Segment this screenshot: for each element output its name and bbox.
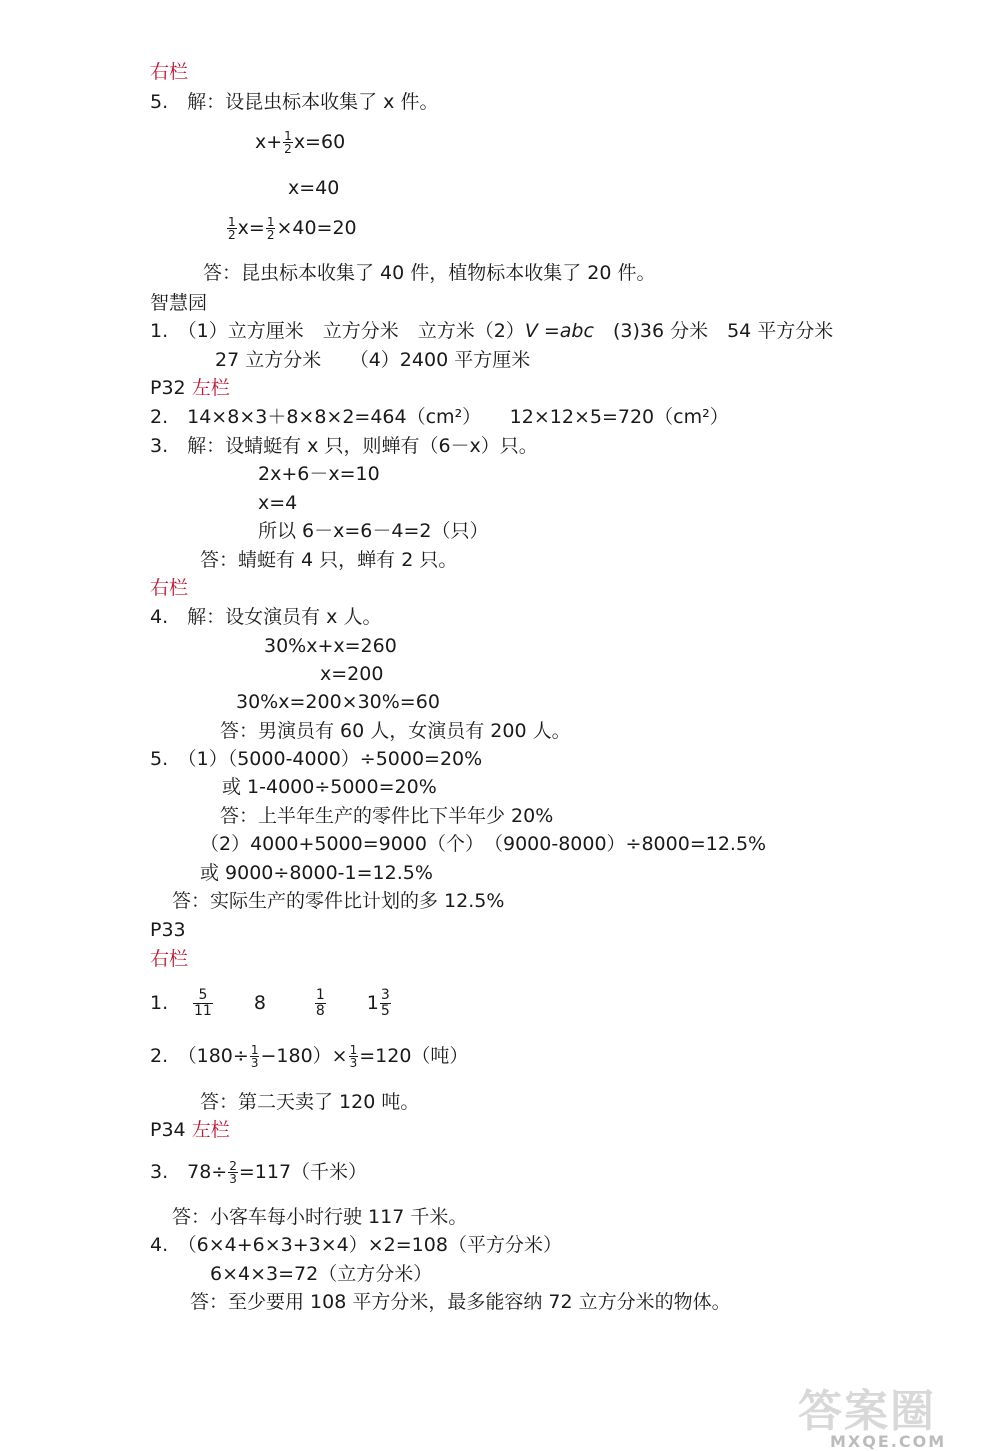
equation-line: 6×4×3=72（立方分米） — [210, 1263, 433, 1285]
equation-text: x=60 — [293, 131, 346, 153]
fraction-denominator: 2 — [228, 228, 236, 242]
problem-2-line — [150, 1044, 468, 1069]
problem-4-line: 4. （6×4+6×3+3×4）×2=108（平方分米） — [150, 1234, 562, 1256]
equation-line: 或 9000÷8000-1=12.5% — [200, 862, 433, 884]
equation-text: 3. 78÷ — [150, 1161, 228, 1183]
answer-line: 答：实际生产的零件比计划的多 12.5% — [172, 890, 505, 912]
answer-value: 8 — [253, 992, 266, 1014]
equation-text: ×40=20 — [276, 217, 357, 239]
answer-line: 答：昆虫标本收集了 40 件，植物标本收集了 20 件。 — [203, 262, 656, 284]
equation-text: 2. （180÷ — [150, 1045, 249, 1067]
equation-line: x=200 — [320, 663, 384, 685]
problem-text: (3)36 分米 54 平方分米 — [593, 320, 834, 342]
page-number: P34 — [150, 1119, 192, 1141]
fraction-denominator: 5 — [380, 1003, 390, 1019]
fraction — [250, 1044, 260, 1069]
section-label-right-column: 右栏 — [150, 948, 189, 970]
formula-variable: V — [524, 320, 538, 342]
fraction — [266, 216, 276, 241]
problem-5-part-1: 5. （1）（5000-4000）÷5000=20% — [150, 748, 483, 770]
problem-1-line — [150, 319, 833, 343]
section-label-right-column: 右栏 — [150, 577, 189, 599]
page-label-p33: P33 — [150, 919, 186, 941]
equation-line — [255, 130, 345, 155]
answer-line: 答：第二天卖了 120 吨。 — [200, 1091, 420, 1113]
fraction-numerator: 1 — [315, 987, 325, 1003]
problem-4-statement: 4. 解：设女演员有 x 人。 — [150, 606, 382, 628]
section-label-left-column: 左栏 — [191, 377, 230, 399]
fraction-denominator: 3 — [250, 1056, 259, 1070]
answer-line: 答：上半年生产的零件比下半年少 20% — [220, 805, 554, 827]
fraction-numerator: 1 — [284, 129, 292, 143]
problem-text: 1. （1）立方厘米 立方分米 立方米（2） — [150, 320, 525, 342]
equation-line — [226, 216, 357, 241]
fraction-denominator: 3 — [349, 1056, 358, 1070]
problem-1-answers — [150, 988, 392, 1018]
equation-line: x=4 — [258, 492, 298, 514]
fraction — [283, 130, 293, 155]
section-label-left-column: 左栏 — [191, 1119, 230, 1141]
fraction-denominator: 3 — [229, 1172, 237, 1186]
fraction-denominator: 8 — [315, 1003, 325, 1019]
answer-line: 答：男演员有 60 人，女演员有 200 人。 — [220, 720, 571, 742]
fraction — [193, 988, 213, 1019]
equation-line: 或 1-4000÷5000=20% — [222, 776, 437, 798]
section-heading-wisdom-garden: 智慧园 — [150, 292, 208, 314]
fraction-denominator: 11 — [194, 1003, 212, 1019]
problem-5-part-2: （2）4000+5000=9000（个） （9000-8000）÷8000=12.5% — [200, 833, 767, 855]
watermark-glyphs: 答案圈 — [798, 1386, 936, 1437]
fraction-numerator: 2 — [229, 1159, 237, 1173]
page-label-p32 — [150, 376, 230, 400]
watermark-logo — [790, 1386, 990, 1451]
equation-line: 30%x=200×30%=60 — [236, 691, 440, 713]
answer-value: 1 — [366, 992, 379, 1014]
answer-line: 答：至少要用 108 平方分米，最多能容纳 72 立方分米的物体。 — [190, 1291, 731, 1313]
fraction-numerator: 1 — [349, 1043, 358, 1057]
watermark-url: MXQE.COM — [830, 1432, 947, 1451]
fraction-numerator: 5 — [193, 988, 213, 1004]
formula-equals: = — [537, 320, 560, 342]
answer-line: 答：小客车每小时行驶 117 千米。 — [172, 1206, 468, 1228]
fraction — [228, 1160, 238, 1185]
equation-text: =120（吨） — [359, 1045, 469, 1067]
fraction-numerator: 1 — [228, 215, 236, 229]
fraction-denominator: 2 — [266, 228, 275, 242]
fraction-numerator: 3 — [380, 987, 390, 1003]
fraction-denominator: 2 — [284, 142, 292, 156]
equation-line: 30%x+x=260 — [264, 635, 397, 657]
problem-3-statement: 3. 解：设蜻蜓有 x 只，则蝉有（6－x）只。 — [150, 435, 538, 457]
answer-line: 答：蜻蜓有 4 只，蝉有 2 只。 — [200, 549, 458, 571]
equation-line: 所以 6－x=6－4=2（只） — [258, 520, 489, 542]
formula-variable: abc — [559, 320, 594, 342]
equation-line: 2x+6－x=10 — [258, 463, 380, 485]
section-label-right-column: 右栏 — [150, 61, 189, 83]
equation-text: x= — [237, 217, 265, 239]
problem-1-continued: 27 立方分米 （4）2400 平方厘米 — [215, 349, 531, 371]
problem-2-line: 2. 14×8×3＋8×8×2=464（cm²） 12×12×5=720（cm²） — [150, 406, 729, 428]
page-number: P32 — [150, 377, 192, 399]
problem-5-statement: 5. 解：设昆虫标本收集了 x 件。 — [150, 91, 439, 113]
equation-line: x=40 — [288, 177, 340, 199]
fraction — [315, 988, 326, 1019]
equation-text: =117（千米） — [238, 1161, 368, 1183]
fraction-numerator: 1 — [266, 215, 275, 229]
equation-text: x+ — [255, 131, 283, 153]
fraction — [380, 988, 391, 1019]
fraction-numerator: 1 — [250, 1043, 259, 1057]
problem-3-line — [150, 1160, 367, 1185]
fraction — [349, 1044, 359, 1069]
fraction — [227, 216, 237, 241]
page-label-p34 — [150, 1118, 230, 1142]
equation-text: −180）× — [260, 1045, 348, 1067]
item-number: 1. — [150, 992, 169, 1014]
